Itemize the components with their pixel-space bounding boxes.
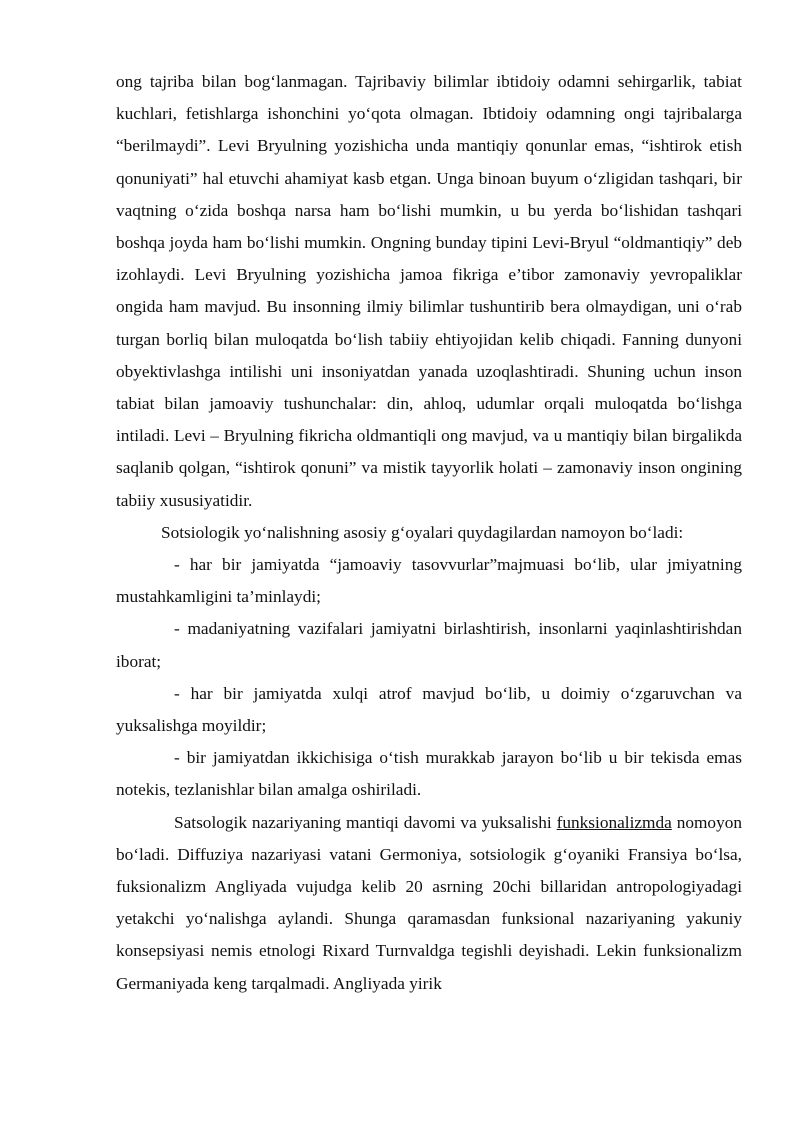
paragraph-sociological-ideas-intro: Sotsiologik yo‘nalishning asosiy g‘oyalari quydagilardan namoyon bo‘ladi: xyxy=(161,522,684,542)
list-item-behavior-environment: - har bir jamiyatda xulqi atrof mavjud bo‘lib, u doimiy o‘zgaruvchan va yuksalishga moyildir; xyxy=(116,683,742,736)
functionalism-text-start: Satsologik nazariyaning mantiqi davomi va yuksalishi xyxy=(174,812,557,832)
list-item-collective-representations: - har bir jamiyatda “jamoaviy tasovvurlar”majmuasi bo‘lib, ular jmiyatning mustahkamligini ta’minlaydi; xyxy=(116,555,742,607)
functionalism-text-rest: nomoyon bo‘ladi. Diffuziya nazariyasi vatani Germoniya, sotsiologik g‘oyaniki Fransiya bo‘lsa, fuksionalizm Angliyada vujudga kelib 20 asrning 20chi billaridan antropologiyadagi yetakchi yo‘nalishga aylandi. Shunga qaramasdan funksional nazariyaning yakuniy konsepsiyasi nemis etnologi Rixard Turnvaldga tegishli deyishadi. Lekin funksionalizm Germaniyada keng tarqalmadi. Angliyada yirik xyxy=(116,812,742,993)
list-item-culture-functions: - madaniyatning vazifalari jamiyatni birlashtirish, insonlarni yaqinlashtirishdan iborat; xyxy=(116,619,742,671)
underlined-term-funksionalizmda: funksionalizmda xyxy=(556,812,672,832)
document-page xyxy=(116,66,742,1000)
list-item-society-transition: - bir jamiyatdan ikkichisiga o‘tish murakkab jarayon bo‘lib u bir tekisda emas notekis, tezlanishlar bilan amalga oshiriladi. xyxy=(116,748,742,800)
paragraph-functionalism xyxy=(116,807,742,1000)
paragraph-levi-bryul: ong tajriba bilan bog‘lanmagan. Tajribaviy bilimlar ibtidoiy odamni sehirgarlik, tabiat kuchlari, fetishlarga ishonchini yo‘qota olmagan. Ibtidoiy odamning ongi tajribalarga “berilmaydi”. Levi Bryulning yozishicha unda mantiqiy qonunlar emas, “ishtirok etish qonuniyati” hal etuvchi ahamiyat kasb etgan. Unga binoan buyum o‘zligidan tashqari, bir vaqtning o‘zida boshqa narsa ham bo‘lishi mumkin, u bu yerda bo‘lishidan tashqari boshqa joyda ham bo‘lishi mumkin. Ongning bunday tipini Levi-Bryul “oldmantiqiy” deb izohlaydi. Levi Bryulning yozishicha jamoa fikriga e’tibor zamonaviy yevropaliklar ongida ham mavjud. Bu insonning ilmiy bilimlar tushuntirib bera olmaydigan, uni o‘rab turgan borliq bilan muloqatda bo‘lish tabiiy ehtiyojidan kelib chiqadi. Fanning dunyoni obyektivlashga intilishi uni insoniyatdan yanada uzoqlashtiradi. Shuning uchun inson tabiat bilan jamoaviy tushunchalar: din, ahloq, udumlar orqali muloqatda bo‘lishga intiladi. Levi – Bryulning fikricha oldmantiqli ong mavjud, va u mantiqiy bilan birgalikda saqlanib qolgan, “ishtirok qonuni” va mistik tayyorlik holati – zamonaviy inson ongining tabiiy xususiyatidir. xyxy=(116,72,742,510)
